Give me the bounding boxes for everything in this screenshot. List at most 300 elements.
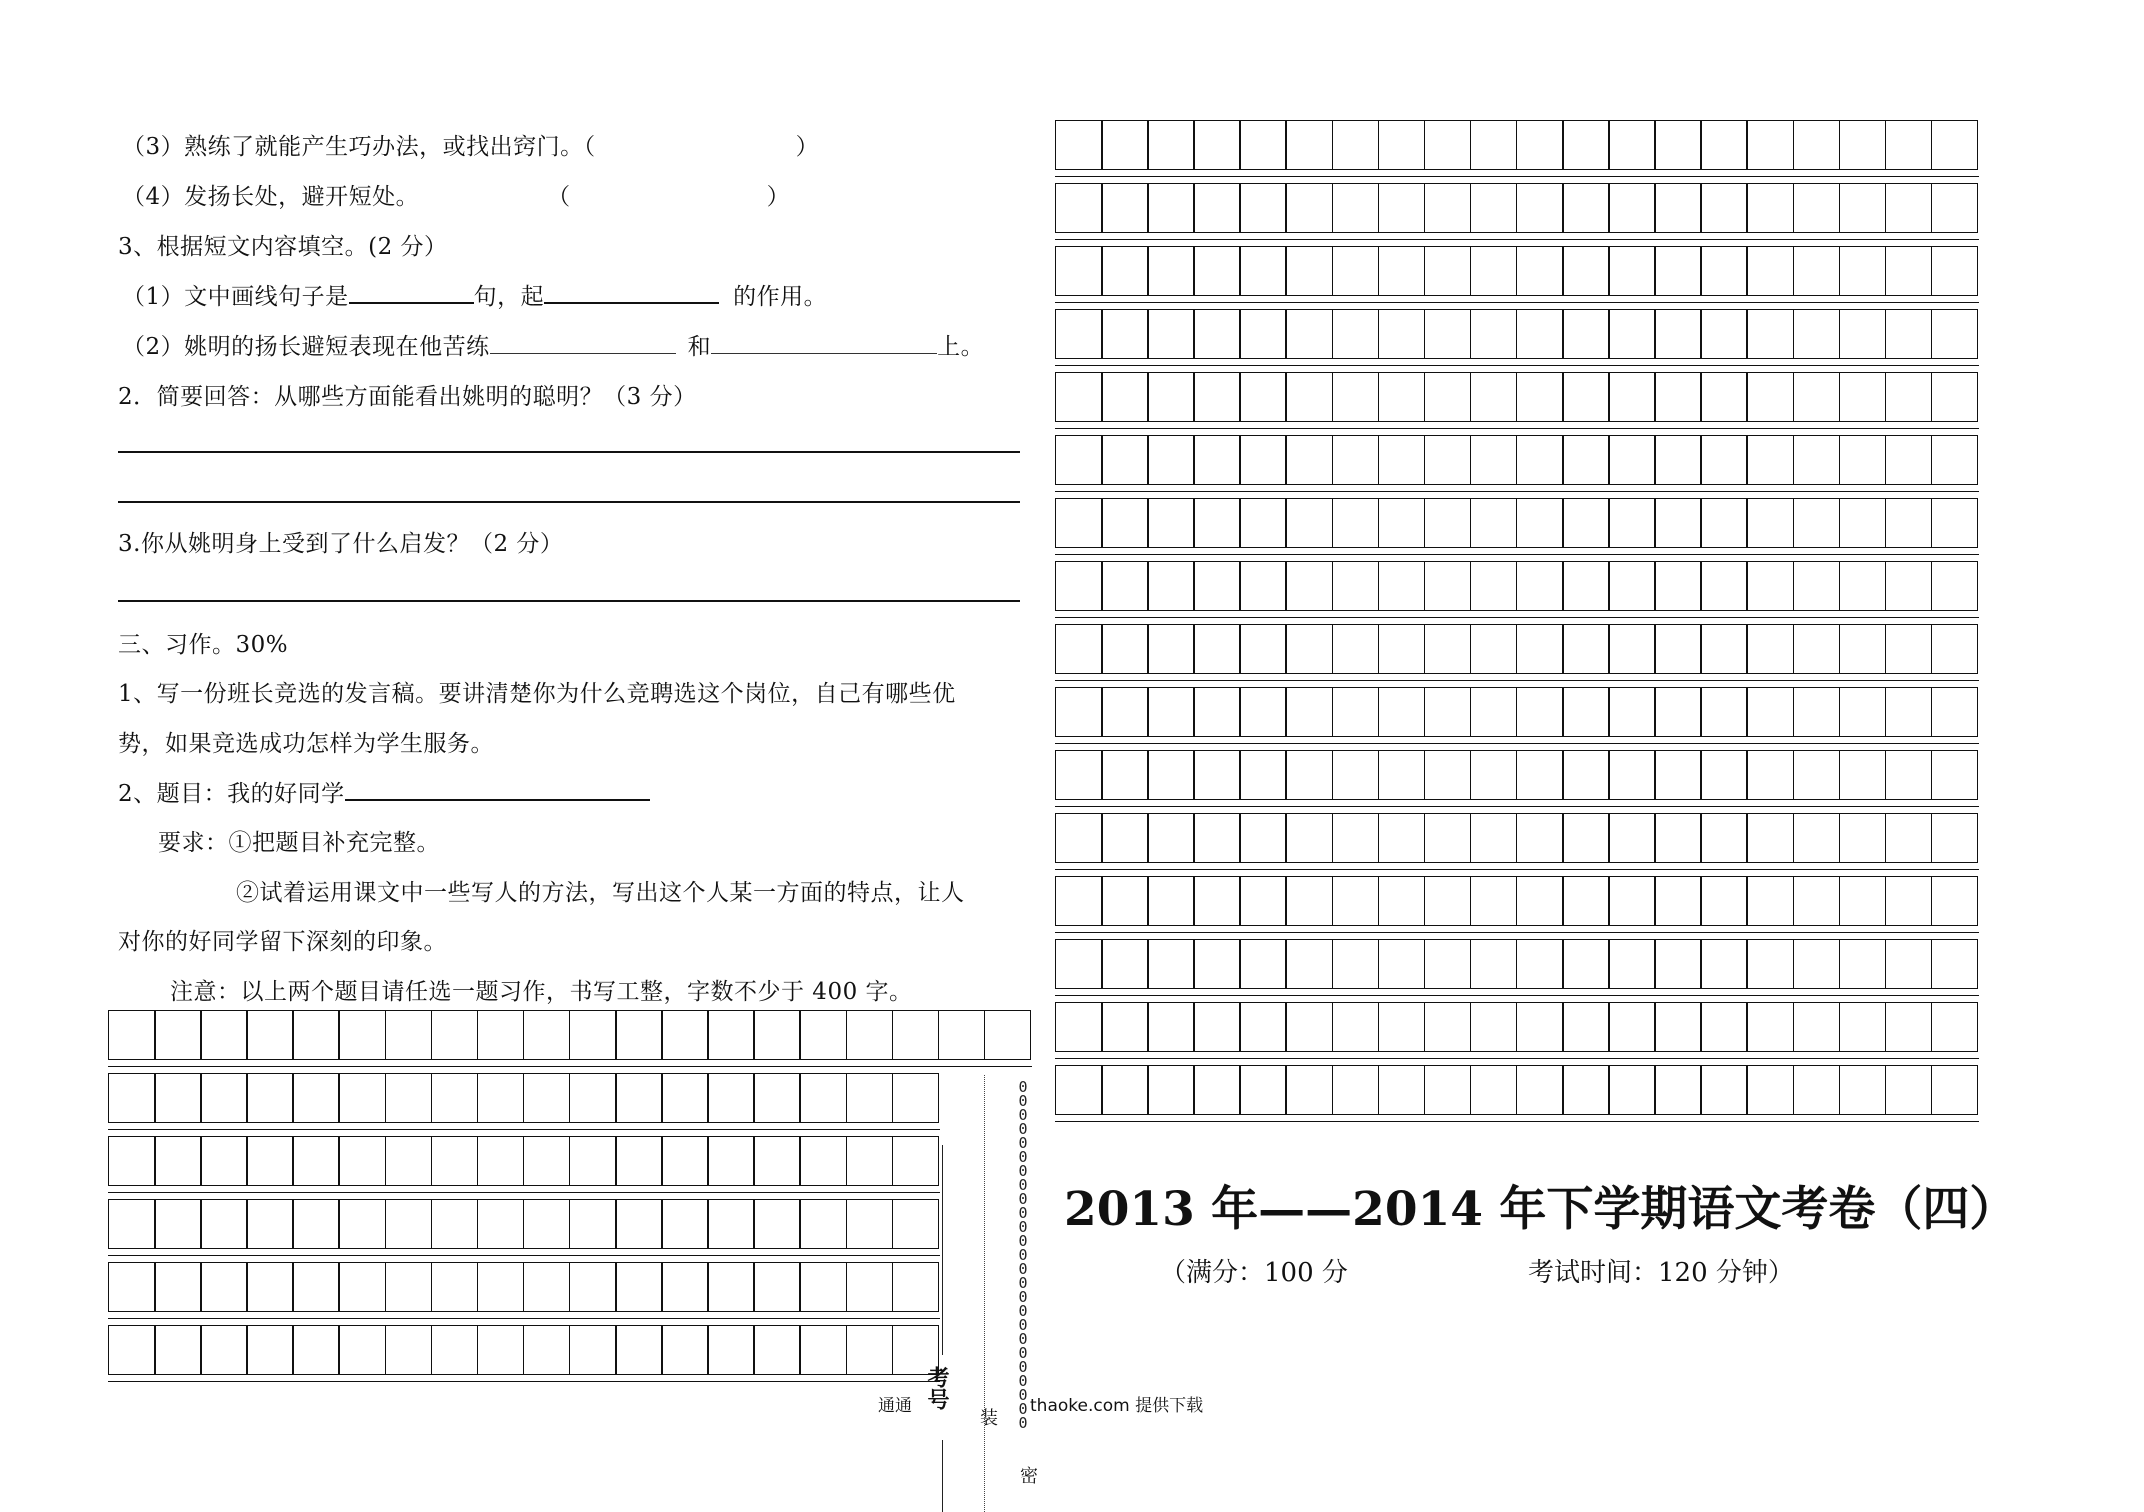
grid-cell[interactable] <box>292 1199 340 1249</box>
answer-line-2[interactable] <box>118 501 1020 503</box>
grid-cell[interactable] <box>1332 309 1380 359</box>
grid-cell[interactable] <box>1193 183 1241 233</box>
grid-cell[interactable] <box>385 1010 433 1060</box>
grid-cell[interactable] <box>1931 246 1979 296</box>
grid-cell[interactable] <box>1654 435 1702 485</box>
grid-cell[interactable] <box>1239 372 1287 422</box>
grid-cell[interactable] <box>1424 876 1472 926</box>
grid-cell[interactable] <box>1055 939 1103 989</box>
grid-cell[interactable] <box>1562 750 1610 800</box>
grid-cell[interactable] <box>1101 435 1149 485</box>
grid-cell[interactable] <box>569 1010 617 1060</box>
title-blank[interactable] <box>345 799 650 801</box>
grid-cell[interactable] <box>1285 939 1333 989</box>
grid-cell[interactable] <box>1793 561 1841 611</box>
grid-cell[interactable] <box>1470 1065 1518 1115</box>
grid-cell[interactable] <box>1101 876 1149 926</box>
answer-line-1[interactable] <box>118 451 1020 453</box>
grid-cell[interactable] <box>1654 876 1702 926</box>
grid-cell[interactable] <box>984 1010 1032 1060</box>
grid-cell[interactable] <box>1793 1002 1841 1052</box>
grid-cell[interactable] <box>1424 939 1472 989</box>
grid-cell[interactable] <box>108 1325 156 1375</box>
grid-cell[interactable] <box>1839 120 1887 170</box>
grid-cell[interactable] <box>1885 372 1933 422</box>
grid-cell[interactable] <box>154 1010 202 1060</box>
grid-cell[interactable] <box>477 1136 525 1186</box>
grid-cell[interactable] <box>1193 435 1241 485</box>
grid-cell[interactable] <box>1746 183 1794 233</box>
grid-cell[interactable] <box>1055 498 1103 548</box>
grid-cell[interactable] <box>1746 750 1794 800</box>
grid-cell[interactable] <box>846 1199 894 1249</box>
grid-cell[interactable] <box>1239 120 1287 170</box>
grid-cell[interactable] <box>431 1136 479 1186</box>
grid-cell[interactable] <box>1746 876 1794 926</box>
grid-cell[interactable] <box>1055 183 1103 233</box>
grid-cell[interactable] <box>1839 246 1887 296</box>
grid-cell[interactable] <box>1654 939 1702 989</box>
grid-cell[interactable] <box>1839 813 1887 863</box>
grid-cell[interactable] <box>1147 498 1195 548</box>
grid-cell[interactable] <box>523 1010 571 1060</box>
grid-cell[interactable] <box>1700 561 1748 611</box>
grid-cell[interactable] <box>892 1010 940 1060</box>
grid-cell[interactable] <box>1654 624 1702 674</box>
grid-cell[interactable] <box>1516 498 1564 548</box>
grid-cell[interactable] <box>1239 561 1287 611</box>
grid-cell[interactable] <box>1839 939 1887 989</box>
grid-cell[interactable] <box>292 1136 340 1186</box>
grid-cell[interactable] <box>1608 624 1656 674</box>
grid-cell[interactable] <box>1516 183 1564 233</box>
grid-cell[interactable] <box>1931 561 1979 611</box>
grid-cell[interactable] <box>1101 813 1149 863</box>
grid-cell[interactable] <box>1147 813 1195 863</box>
grid-cell[interactable] <box>1147 372 1195 422</box>
grid-cell[interactable] <box>1885 435 1933 485</box>
grid-cell[interactable] <box>1746 372 1794 422</box>
grid-cell[interactable] <box>846 1136 894 1186</box>
grid-cell[interactable] <box>1562 1002 1610 1052</box>
grid-cell[interactable] <box>1746 561 1794 611</box>
grid-cell[interactable] <box>1839 750 1887 800</box>
grid-cell[interactable] <box>1378 624 1426 674</box>
grid-cell[interactable] <box>431 1199 479 1249</box>
grid-cell[interactable] <box>1608 183 1656 233</box>
grid-cell[interactable] <box>1378 246 1426 296</box>
grid-cell[interactable] <box>1378 876 1426 926</box>
grid-cell[interactable] <box>1931 1002 1979 1052</box>
grid-cell[interactable] <box>1239 1065 1287 1115</box>
grid-cell[interactable] <box>1332 813 1380 863</box>
grid-cell[interactable] <box>246 1136 294 1186</box>
grid-cell[interactable] <box>1332 687 1380 737</box>
grid-cell[interactable] <box>1147 750 1195 800</box>
grid-cell[interactable] <box>1746 120 1794 170</box>
grid-cell[interactable] <box>1470 813 1518 863</box>
grid-cell[interactable] <box>1470 750 1518 800</box>
grid-cell[interactable] <box>1424 624 1472 674</box>
grid-cell[interactable] <box>1746 1002 1794 1052</box>
grid-cell[interactable] <box>1470 372 1518 422</box>
grid-cell[interactable] <box>1608 1065 1656 1115</box>
grid-cell[interactable] <box>200 1073 248 1123</box>
grid-cell[interactable] <box>1793 183 1841 233</box>
grid-cell[interactable] <box>1931 813 1979 863</box>
grid-cell[interactable] <box>1147 1065 1195 1115</box>
grid-cell[interactable] <box>1285 561 1333 611</box>
grid-cell[interactable] <box>1654 309 1702 359</box>
grid-cell[interactable] <box>1332 372 1380 422</box>
grid-cell[interactable] <box>1378 120 1426 170</box>
grid-cell[interactable] <box>892 1136 940 1186</box>
grid-cell[interactable] <box>1378 1002 1426 1052</box>
grid-cell[interactable] <box>108 1073 156 1123</box>
grid-cell[interactable] <box>1746 939 1794 989</box>
grid-cell[interactable] <box>1332 624 1380 674</box>
grid-cell[interactable] <box>892 1262 940 1312</box>
grid-cell[interactable] <box>1608 120 1656 170</box>
grid-cell[interactable] <box>1885 498 1933 548</box>
grid-cell[interactable] <box>1332 183 1380 233</box>
grid-cell[interactable] <box>246 1199 294 1249</box>
grid-cell[interactable] <box>292 1262 340 1312</box>
grid-cell[interactable] <box>1055 1065 1103 1115</box>
answer-line-3[interactable] <box>118 600 1020 602</box>
grid-cell[interactable] <box>1285 876 1333 926</box>
grid-cell[interactable] <box>1101 1002 1149 1052</box>
grid-cell[interactable] <box>1424 813 1472 863</box>
grid-cell[interactable] <box>1285 246 1333 296</box>
grid-cell[interactable] <box>154 1325 202 1375</box>
grid-cell[interactable] <box>1332 435 1380 485</box>
grid-cell[interactable] <box>1193 687 1241 737</box>
grid-cell[interactable] <box>1700 498 1748 548</box>
grid-cell[interactable] <box>615 1010 663 1060</box>
grid-cell[interactable] <box>1332 561 1380 611</box>
grid-cell[interactable] <box>1239 309 1287 359</box>
grid-cell[interactable] <box>1239 939 1287 989</box>
grid-cell[interactable] <box>661 1073 709 1123</box>
grid-cell[interactable] <box>1516 876 1564 926</box>
grid-cell[interactable] <box>477 1199 525 1249</box>
grid-cell[interactable] <box>338 1199 386 1249</box>
grid-cell[interactable] <box>1285 1065 1333 1115</box>
grid-cell[interactable] <box>1193 750 1241 800</box>
grid-cell[interactable] <box>200 1136 248 1186</box>
grid-cell[interactable] <box>523 1073 571 1123</box>
grid-cell[interactable] <box>1239 813 1287 863</box>
grid-cell[interactable] <box>1793 876 1841 926</box>
grid-cell[interactable] <box>1193 813 1241 863</box>
grid-cell[interactable] <box>1055 624 1103 674</box>
grid-cell[interactable] <box>1147 876 1195 926</box>
grid-cell[interactable] <box>1746 1065 1794 1115</box>
grid-cell[interactable] <box>1608 687 1656 737</box>
grid-cell[interactable] <box>523 1262 571 1312</box>
grid-cell[interactable] <box>1793 309 1841 359</box>
grid-cell[interactable] <box>1378 750 1426 800</box>
grid-cell[interactable] <box>1516 687 1564 737</box>
grid-cell[interactable] <box>1193 1002 1241 1052</box>
grid-cell[interactable] <box>385 1325 433 1375</box>
grid-cell[interactable] <box>1746 435 1794 485</box>
grid-cell[interactable] <box>615 1262 663 1312</box>
grid-cell[interactable] <box>1332 939 1380 989</box>
grid-cell[interactable] <box>938 1010 986 1060</box>
grid-cell[interactable] <box>1793 939 1841 989</box>
grid-cell[interactable] <box>1332 750 1380 800</box>
grid-cell[interactable] <box>753 1136 801 1186</box>
grid-cell[interactable] <box>292 1325 340 1375</box>
grid-cell[interactable] <box>569 1325 617 1375</box>
grid-cell[interactable] <box>1239 246 1287 296</box>
grid-cell[interactable] <box>1470 624 1518 674</box>
grid-cell[interactable] <box>1700 687 1748 737</box>
grid-cell[interactable] <box>753 1325 801 1375</box>
grid-cell[interactable] <box>1424 1002 1472 1052</box>
grid-cell[interactable] <box>1470 183 1518 233</box>
grid-cell[interactable] <box>1285 498 1333 548</box>
grid-cell[interactable] <box>1470 120 1518 170</box>
grid-cell[interactable] <box>1378 309 1426 359</box>
grid-cell[interactable] <box>753 1199 801 1249</box>
grid-cell[interactable] <box>1193 498 1241 548</box>
grid-cell[interactable] <box>1839 687 1887 737</box>
grid-cell[interactable] <box>1608 309 1656 359</box>
grid-cell[interactable] <box>846 1073 894 1123</box>
grid-cell[interactable] <box>1839 1065 1887 1115</box>
grid-cell[interactable] <box>1101 309 1149 359</box>
grid-cell[interactable] <box>1885 687 1933 737</box>
grid-cell[interactable] <box>338 1010 386 1060</box>
grid-cell[interactable] <box>246 1325 294 1375</box>
grid-cell[interactable] <box>615 1199 663 1249</box>
grid-cell[interactable] <box>1101 498 1149 548</box>
grid-cell[interactable] <box>1285 687 1333 737</box>
grid-cell[interactable] <box>1516 939 1564 989</box>
grid-cell[interactable] <box>1608 561 1656 611</box>
grid-cell[interactable] <box>200 1262 248 1312</box>
grid-cell[interactable] <box>1147 435 1195 485</box>
grid-cell[interactable] <box>431 1073 479 1123</box>
grid-cell[interactable] <box>846 1010 894 1060</box>
grid-cell[interactable] <box>1285 1002 1333 1052</box>
grid-cell[interactable] <box>1516 1002 1564 1052</box>
grid-cell[interactable] <box>1147 246 1195 296</box>
grid-cell[interactable] <box>1746 246 1794 296</box>
grid-cell[interactable] <box>1608 939 1656 989</box>
grid-cell[interactable] <box>1332 1065 1380 1115</box>
grid-cell[interactable] <box>1193 939 1241 989</box>
grid-cell[interactable] <box>661 1136 709 1186</box>
grid-cell[interactable] <box>1931 939 1979 989</box>
grid-cell[interactable] <box>1055 561 1103 611</box>
grid-cell[interactable] <box>1285 183 1333 233</box>
grid-cell[interactable] <box>1746 813 1794 863</box>
grid-cell[interactable] <box>1516 246 1564 296</box>
grid-cell[interactable] <box>385 1262 433 1312</box>
grid-cell[interactable] <box>1147 309 1195 359</box>
grid-cell[interactable] <box>154 1073 202 1123</box>
grid-cell[interactable] <box>1885 246 1933 296</box>
grid-cell[interactable] <box>1332 246 1380 296</box>
grid-cell[interactable] <box>799 1136 847 1186</box>
grid-cell[interactable] <box>707 1073 755 1123</box>
grid-cell[interactable] <box>1516 561 1564 611</box>
grid-cell[interactable] <box>1608 498 1656 548</box>
grid-cell[interactable] <box>1793 372 1841 422</box>
grid-cell[interactable] <box>1101 561 1149 611</box>
grid-cell[interactable] <box>1378 435 1426 485</box>
grid-cell[interactable] <box>1424 309 1472 359</box>
grid-cell[interactable] <box>1839 876 1887 926</box>
grid-cell[interactable] <box>1470 498 1518 548</box>
grid-cell[interactable] <box>1378 183 1426 233</box>
grid-cell[interactable] <box>1931 876 1979 926</box>
grid-cell[interactable] <box>1654 1002 1702 1052</box>
grid-cell[interactable] <box>292 1010 340 1060</box>
grid-cell[interactable] <box>1424 120 1472 170</box>
grid-cell[interactable] <box>1424 435 1472 485</box>
grid-cell[interactable] <box>1793 750 1841 800</box>
grid-cell[interactable] <box>1470 435 1518 485</box>
grid-cell[interactable] <box>385 1073 433 1123</box>
grid-cell[interactable] <box>1608 435 1656 485</box>
grid-cell[interactable] <box>431 1262 479 1312</box>
grid-cell[interactable] <box>1700 435 1748 485</box>
grid-cell[interactable] <box>1101 372 1149 422</box>
grid-cell[interactable] <box>1055 813 1103 863</box>
grid-cell[interactable] <box>1147 561 1195 611</box>
grid-cell[interactable] <box>1654 120 1702 170</box>
grid-cell[interactable] <box>1654 561 1702 611</box>
fill-2-blank-2[interactable] <box>711 353 937 354</box>
grid-cell[interactable] <box>523 1199 571 1249</box>
grid-cell[interactable] <box>1793 246 1841 296</box>
grid-cell[interactable] <box>1931 624 1979 674</box>
fill-1-blank-1[interactable] <box>349 302 474 304</box>
grid-cell[interactable] <box>1562 561 1610 611</box>
grid-cell[interactable] <box>246 1262 294 1312</box>
grid-cell[interactable] <box>615 1073 663 1123</box>
grid-cell[interactable] <box>1562 687 1610 737</box>
grid-cell[interactable] <box>1608 813 1656 863</box>
grid-cell[interactable] <box>1470 876 1518 926</box>
grid-cell[interactable] <box>1101 750 1149 800</box>
grid-cell[interactable] <box>1793 624 1841 674</box>
grid-cell[interactable] <box>200 1010 248 1060</box>
grid-cell[interactable] <box>1931 687 1979 737</box>
grid-cell[interactable] <box>1562 939 1610 989</box>
grid-cell[interactable] <box>1470 309 1518 359</box>
grid-cell[interactable] <box>1562 309 1610 359</box>
grid-cell[interactable] <box>1239 435 1287 485</box>
grid-cell[interactable] <box>1147 687 1195 737</box>
grid-cell[interactable] <box>1931 372 1979 422</box>
grid-cell[interactable] <box>1839 624 1887 674</box>
grid-cell[interactable] <box>753 1010 801 1060</box>
grid-cell[interactable] <box>615 1325 663 1375</box>
grid-cell[interactable] <box>1055 687 1103 737</box>
grid-cell[interactable] <box>1562 813 1610 863</box>
grid-cell[interactable] <box>1285 813 1333 863</box>
grid-cell[interactable] <box>1055 750 1103 800</box>
grid-cell[interactable] <box>1193 876 1241 926</box>
grid-cell[interactable] <box>1608 876 1656 926</box>
grid-cell[interactable] <box>1239 624 1287 674</box>
grid-cell[interactable] <box>1424 687 1472 737</box>
grid-cell[interactable] <box>1885 624 1933 674</box>
grid-cell[interactable] <box>1793 120 1841 170</box>
grid-cell[interactable] <box>1378 1065 1426 1115</box>
grid-cell[interactable] <box>1193 120 1241 170</box>
grid-cell[interactable] <box>1424 750 1472 800</box>
grid-cell[interactable] <box>1746 498 1794 548</box>
grid-cell[interactable] <box>1931 498 1979 548</box>
grid-cell[interactable] <box>569 1073 617 1123</box>
grid-cell[interactable] <box>1424 183 1472 233</box>
writing-grid-right[interactable] <box>1055 120 1978 1170</box>
grid-cell[interactable] <box>1608 1002 1656 1052</box>
grid-cell[interactable] <box>1378 498 1426 548</box>
grid-cell[interactable] <box>1885 1002 1933 1052</box>
grid-cell[interactable] <box>1654 246 1702 296</box>
grid-cell[interactable] <box>385 1199 433 1249</box>
grid-cell[interactable] <box>1239 750 1287 800</box>
grid-cell[interactable] <box>1839 372 1887 422</box>
grid-cell[interactable] <box>1147 1002 1195 1052</box>
grid-cell[interactable] <box>707 1199 755 1249</box>
grid-cell[interactable] <box>1700 309 1748 359</box>
grid-cell[interactable] <box>1562 624 1610 674</box>
grid-cell[interactable] <box>1839 498 1887 548</box>
grid-cell[interactable] <box>338 1136 386 1186</box>
grid-cell[interactable] <box>1378 372 1426 422</box>
grid-cell[interactable] <box>1516 120 1564 170</box>
grid-cell[interactable] <box>1424 372 1472 422</box>
grid-cell[interactable] <box>1193 1065 1241 1115</box>
grid-cell[interactable] <box>1285 120 1333 170</box>
grid-cell[interactable] <box>154 1199 202 1249</box>
grid-cell[interactable] <box>1885 939 1933 989</box>
writing-grid-left[interactable] <box>108 1010 1032 1390</box>
grid-cell[interactable] <box>1516 372 1564 422</box>
grid-cell[interactable] <box>707 1262 755 1312</box>
fill-1-blank-2[interactable] <box>544 302 719 304</box>
grid-cell[interactable] <box>1101 687 1149 737</box>
grid-cell[interactable] <box>1516 435 1564 485</box>
grid-cell[interactable] <box>292 1073 340 1123</box>
grid-cell[interactable] <box>569 1136 617 1186</box>
grid-cell[interactable] <box>1332 1002 1380 1052</box>
grid-cell[interactable] <box>1839 183 1887 233</box>
grid-cell[interactable] <box>892 1073 940 1123</box>
grid-cell[interactable] <box>846 1262 894 1312</box>
grid-cell[interactable] <box>1193 372 1241 422</box>
grid-cell[interactable] <box>892 1199 940 1249</box>
grid-cell[interactable] <box>1931 183 1979 233</box>
grid-cell[interactable] <box>1470 561 1518 611</box>
grid-cell[interactable] <box>753 1262 801 1312</box>
grid-cell[interactable] <box>1562 120 1610 170</box>
grid-cell[interactable] <box>1378 687 1426 737</box>
grid-cell[interactable] <box>1931 750 1979 800</box>
grid-cell[interactable] <box>799 1325 847 1375</box>
grid-cell[interactable] <box>154 1262 202 1312</box>
grid-cell[interactable] <box>1239 183 1287 233</box>
